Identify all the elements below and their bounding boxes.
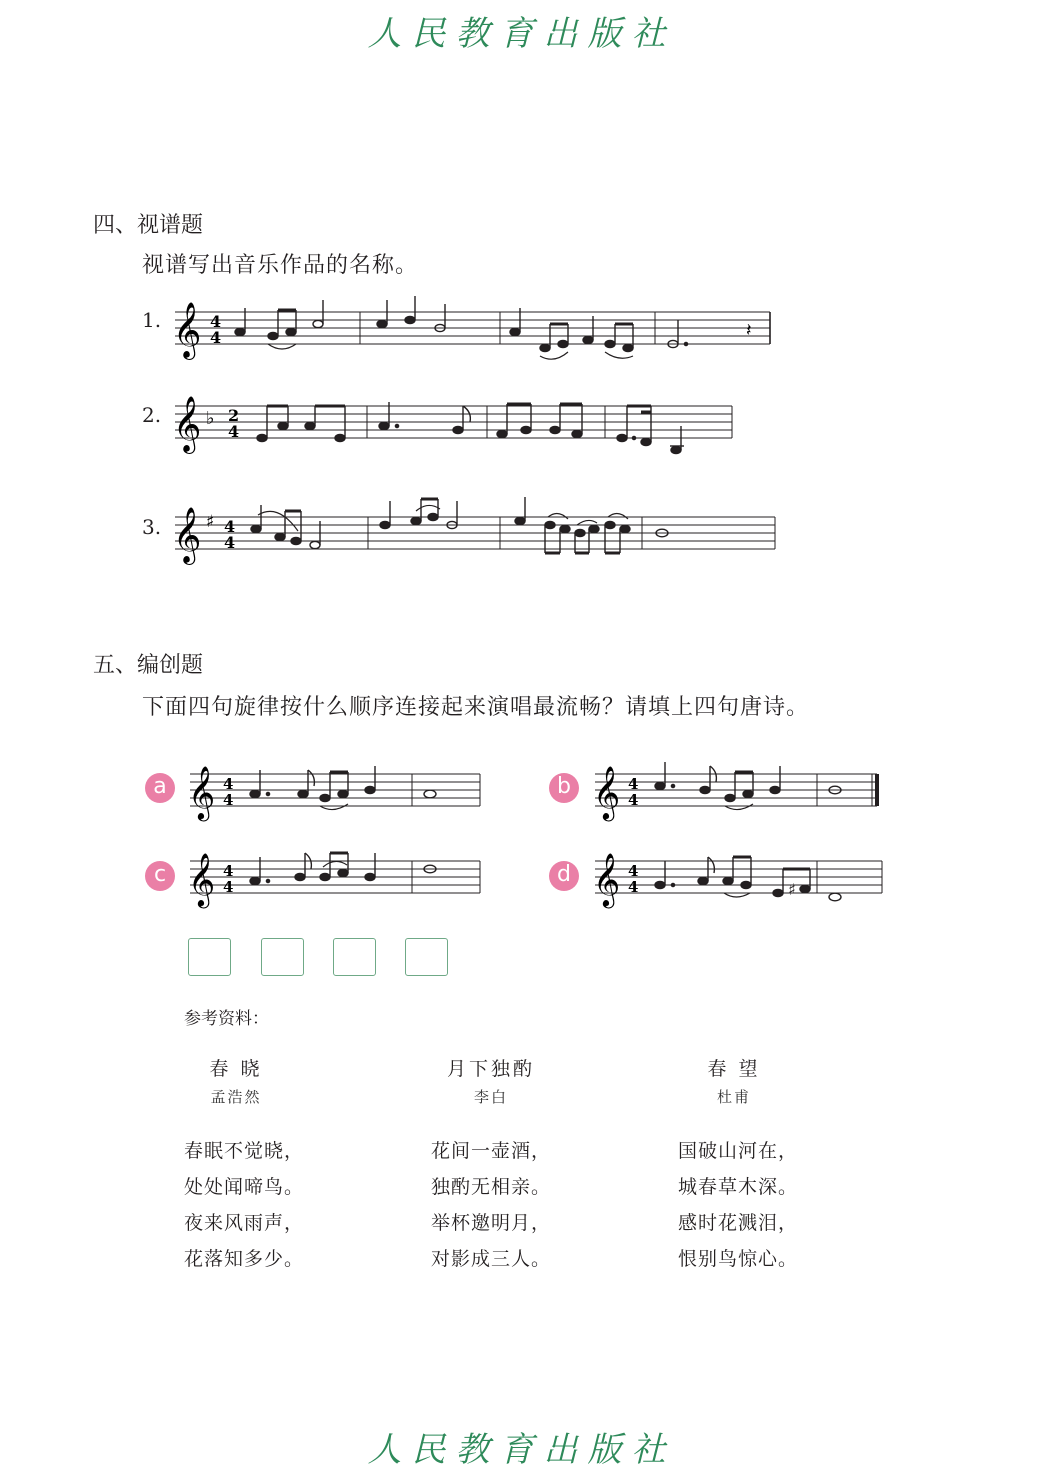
svg-text:𝄞: 𝄞: [188, 765, 216, 819]
melody-d: [590, 852, 890, 915]
poem-3-line: 国破山河在，: [678, 1140, 799, 1162]
svg-text:4: 4: [224, 533, 236, 552]
badge-a: a: [145, 773, 175, 803]
poem-1-line: 夜来风雨声，: [184, 1212, 305, 1234]
item-2-label: 2.: [142, 403, 162, 427]
answer-box-1[interactable]: [188, 938, 231, 976]
svg-text:♯: ♯: [206, 512, 215, 532]
badge-c: c: [145, 861, 175, 891]
svg-text:4: 4: [224, 517, 236, 536]
reference-title: 参考资料：: [184, 1009, 269, 1029]
svg-text:4: 4: [210, 312, 222, 331]
svg-text:4: 4: [628, 862, 639, 880]
svg-text:𝄞: 𝄞: [188, 852, 216, 906]
poem-3-author: 杜甫: [716, 1088, 751, 1106]
badge-b: b: [549, 773, 579, 803]
melody-b: [590, 765, 890, 828]
poem-3-lines: [678, 1133, 798, 1277]
answer-box-3[interactable]: [333, 938, 376, 976]
poem-2-line: 对影成三人。: [431, 1248, 552, 1270]
melody-c: [185, 852, 490, 915]
section4-heading: 四、视谱题: [93, 213, 204, 238]
publisher-header: 人民教育出版社: [367, 14, 676, 54]
svg-text:4: 4: [223, 878, 234, 896]
staff-1: [170, 300, 780, 370]
poem-1-line: 花落知多少。: [184, 1248, 305, 1270]
svg-text:4: 4: [223, 775, 234, 793]
poem-2-line: 举杯邀明月，: [431, 1212, 552, 1234]
section5-prompt: 下面四句旋律按什么顺序连接起来演唱最流畅？请填上四句唐诗。: [142, 695, 810, 720]
poem-2-author: 李白: [473, 1088, 508, 1106]
svg-text:𝄽: 𝄽: [746, 320, 752, 341]
svg-text:𝄞: 𝄞: [173, 396, 202, 452]
item-3-label: 3.: [142, 515, 162, 539]
poem-3-title: 春 望: [707, 1058, 761, 1080]
poem-2-lines: [431, 1133, 551, 1277]
poem-1-line: 春眠不觉晓，: [184, 1140, 305, 1162]
answer-box-2[interactable]: [261, 938, 304, 976]
svg-text:4: 4: [223, 862, 234, 880]
svg-text:♭: ♭: [206, 408, 215, 429]
svg-text:4: 4: [228, 422, 240, 441]
poem-1-line: 处处闻啼鸟。: [184, 1176, 305, 1198]
publisher-footer: 人民教育出版社: [367, 1430, 676, 1470]
poem-1-author: 孟浩然: [210, 1088, 262, 1106]
answer-box-4[interactable]: [405, 938, 448, 976]
svg-text:4: 4: [628, 775, 639, 793]
poem-2-title: 月下独酌: [446, 1058, 535, 1080]
section4-prompt: 视谱写出音乐作品的名称。: [142, 253, 419, 278]
badge-d: d: [549, 861, 579, 891]
melody-a: [185, 765, 490, 828]
svg-text:♯: ♯: [788, 880, 796, 899]
svg-text:𝄞: 𝄞: [173, 507, 202, 563]
staff-2: [170, 398, 740, 468]
poem-3-line: 感时花溅泪，: [678, 1212, 799, 1234]
poem-2-line: 花间一壶酒，: [431, 1140, 552, 1162]
poem-3-line: 恨别鸟惊心。: [678, 1248, 799, 1270]
item-1-label: 1.: [142, 308, 162, 332]
svg-text:𝄞: 𝄞: [593, 852, 621, 906]
poem-3-line: 城春草木深。: [678, 1176, 799, 1198]
svg-text:4: 4: [210, 328, 222, 347]
poem-1-lines: [184, 1133, 304, 1277]
svg-text:𝄞: 𝄞: [593, 765, 621, 819]
poem-2-line: 独酌无相亲。: [431, 1176, 552, 1198]
svg-text:4: 4: [628, 791, 639, 809]
staff-3: [170, 505, 790, 575]
svg-text:4: 4: [628, 878, 639, 896]
poem-1-title: 春 晓: [209, 1058, 263, 1080]
section5-heading: 五、编创题: [93, 653, 204, 678]
svg-text:𝄞: 𝄞: [173, 302, 202, 358]
svg-text:4: 4: [223, 791, 234, 809]
svg-text:2: 2: [228, 406, 240, 425]
